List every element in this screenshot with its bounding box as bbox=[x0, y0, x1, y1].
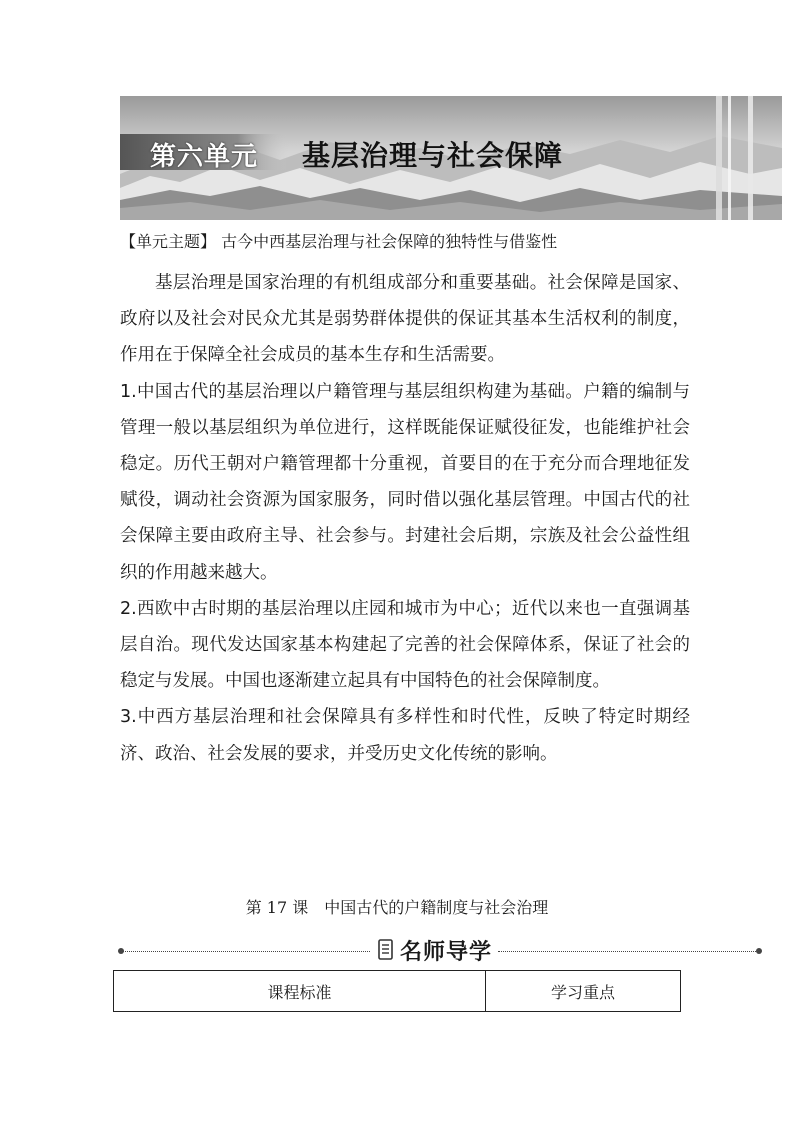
divider-dot bbox=[756, 948, 762, 954]
book-icon bbox=[378, 939, 394, 961]
lesson-heading bbox=[0, 896, 794, 920]
intro-paragraph: 基层治理是国家治理的有机组成部分和重要基础。社会保障是国家、政府以及社会对民众尤其是弱势群体提供的保证其基本生活权利的制度，作用在于保障全社会成员的基本生存和生活需要。 bbox=[120, 273, 690, 366]
guide-title: 名师导学 bbox=[400, 940, 493, 965]
guide-section-header bbox=[120, 934, 760, 968]
point-paragraph-2: 2.西欧中古时期的基层治理以庄园和城市为中心；近代以来也一直强调基层自治。现代发达国家基本构建起了完善的社会保障体系，保证了社会的稳定与发展。中国也逐渐建立起具有中国特色的社会保障制度。 bbox=[120, 598, 690, 692]
lesson-title: 中国古代的户籍制度与社会治理 bbox=[324, 898, 549, 917]
lesson-number: 第 17 课 bbox=[245, 898, 309, 917]
unit-number: 第六单元 bbox=[150, 142, 259, 172]
divider-line bbox=[498, 951, 760, 952]
theme-text: 古今中西基层治理与社会保障的独特性与借鉴性 bbox=[221, 232, 558, 251]
divider-line bbox=[120, 951, 370, 952]
unit-intro-text bbox=[120, 265, 690, 772]
unit-theme bbox=[120, 230, 557, 254]
table-header-standard: 课程标准 bbox=[114, 971, 486, 1012]
theme-label: 【单元主题】 bbox=[120, 232, 217, 251]
table-header-focus: 学习重点 bbox=[486, 971, 681, 1012]
curriculum-table bbox=[113, 970, 681, 1012]
point-paragraph-3: 3.中西方基层治理和社会保障具有多样性和时代性，反映了特定时期经济、政治、社会发展的要求，并受历史文化传统的影响。 bbox=[120, 707, 690, 764]
table-row bbox=[114, 971, 681, 1012]
point-paragraph-1: 1.中国古代的基层治理以户籍管理与基层组织构建为基础。户籍的编制与管理一般以基层组织为单位进行，这样既能保证赋役征发，也能维护社会稳定。历代王朝对户籍管理都十分重视，首要目的在于充分而合理地征发赋役，调动社会资源为国家服务，同时借以强化基层管理。中国古代的社会保障主要由政府主导、社会参与。封建社会后期，宗族及社会公益性组织的作用越来越大。 bbox=[120, 381, 690, 583]
unit-title: 基层治理与社会保障 bbox=[302, 139, 564, 172]
